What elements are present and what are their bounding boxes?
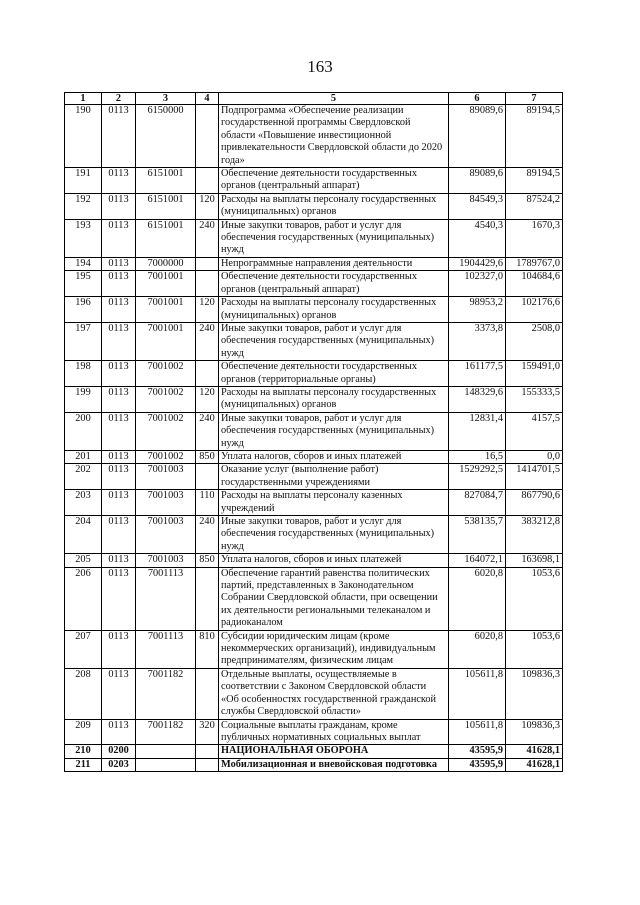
table-row	[65, 361, 563, 387]
amount-col7-cell: 89194,5	[506, 105, 563, 168]
row-number-cell: 208	[65, 668, 102, 719]
target-code-cell: 6151001	[136, 168, 196, 194]
section-code-cell: 0113	[102, 668, 136, 719]
expense-kind-cell: 850	[196, 554, 219, 567]
section-code-cell: 0200	[102, 745, 136, 758]
amount-col7-cell: 4157,5	[506, 412, 563, 450]
amount-col7-cell: 89194,5	[506, 168, 563, 194]
target-code-cell: 7001003	[136, 490, 196, 516]
amount-col6-cell: 84549,3	[449, 193, 506, 219]
target-code-cell: 7001001	[136, 271, 196, 297]
item-name-cell: Расходы на выплаты персоналу государственных (муниципальных) органов	[219, 297, 449, 323]
header-col-5: 5	[219, 93, 449, 105]
expense-kind-cell: 240	[196, 516, 219, 554]
section-code-cell: 0113	[102, 719, 136, 745]
section-code-cell: 0113	[102, 554, 136, 567]
section-code-cell: 0113	[102, 297, 136, 323]
amount-col7-cell: 109836,3	[506, 668, 563, 719]
amount-col7-cell: 41628,1	[506, 758, 563, 771]
amount-col7-cell: 1053,6	[506, 567, 563, 630]
header-col-1: 1	[65, 93, 102, 105]
row-number-cell: 197	[65, 322, 102, 360]
amount-col7-cell: 1053,6	[506, 630, 563, 668]
item-name-cell: Мобилизационная и вневойсковая подготовка	[219, 758, 449, 771]
section-code-cell: 0113	[102, 105, 136, 168]
target-code-cell: 7000000	[136, 257, 196, 270]
amount-col7-cell: 155333,5	[506, 386, 563, 412]
row-number-cell: 198	[65, 361, 102, 387]
item-name-cell: Иные закупки товаров, работ и услуг для обеспечения государственных (муниципальных) нужд	[219, 322, 449, 360]
table-row	[65, 322, 563, 360]
amount-col7-cell: 104684,6	[506, 271, 563, 297]
item-name-cell: Отдельные выплаты, осуществляемые в соответствии с Законом Свердловской области «Об особенностях государственной гражданской службы Свердловской области»	[219, 668, 449, 719]
item-name-cell: Обеспечение деятельности государственных органов (центральный аппарат)	[219, 271, 449, 297]
section-code-cell: 0113	[102, 257, 136, 270]
section-code-cell: 0113	[102, 386, 136, 412]
amount-col7-cell: 109836,3	[506, 719, 563, 745]
header-col-6: 6	[449, 93, 506, 105]
row-number-cell: 200	[65, 412, 102, 450]
table-row	[65, 257, 563, 270]
amount-col6-cell: 827084,7	[449, 490, 506, 516]
budget-table	[64, 92, 563, 772]
row-number-cell: 206	[65, 567, 102, 630]
table-row	[65, 464, 563, 490]
amount-col7-cell: 1670,3	[506, 219, 563, 257]
expense-kind-cell: 110	[196, 490, 219, 516]
target-code-cell: 7001003	[136, 464, 196, 490]
amount-col6-cell: 43595,9	[449, 758, 506, 771]
row-number-cell: 192	[65, 193, 102, 219]
row-number-cell: 202	[65, 464, 102, 490]
table-row	[65, 297, 563, 323]
item-name-cell: Подпрограмма «Обеспечение реализации государственной программы Свердловской области «Повышение инвестиционной привлекательности Свердловской области до 2020 года»	[219, 105, 449, 168]
table-row	[65, 567, 563, 630]
target-code-cell: 6151001	[136, 193, 196, 219]
target-code-cell: 6151001	[136, 219, 196, 257]
section-code-cell: 0113	[102, 450, 136, 463]
row-number-cell: 190	[65, 105, 102, 168]
target-code-cell: 7001002	[136, 450, 196, 463]
table-row	[65, 516, 563, 554]
item-name-cell: Иные закупки товаров, работ и услуг для обеспечения государственных (муниципальных) нужд	[219, 219, 449, 257]
header-col-4: 4	[196, 93, 219, 105]
amount-col6-cell: 538135,7	[449, 516, 506, 554]
row-number-cell: 204	[65, 516, 102, 554]
target-code-cell	[136, 758, 196, 771]
amount-col7-cell: 159491,0	[506, 361, 563, 387]
amount-col6-cell: 1529292,5	[449, 464, 506, 490]
section-code-cell: 0113	[102, 412, 136, 450]
row-number-cell: 207	[65, 630, 102, 668]
expense-kind-cell	[196, 567, 219, 630]
item-name-cell: Непрограммные направления деятельности	[219, 257, 449, 270]
row-number-cell: 211	[65, 758, 102, 771]
amount-col7-cell: 0,0	[506, 450, 563, 463]
item-name-cell: Обеспечение деятельности государственных органов (центральный аппарат)	[219, 168, 449, 194]
expense-kind-cell: 120	[196, 297, 219, 323]
table-row	[65, 745, 563, 758]
section-code-cell: 0113	[102, 168, 136, 194]
table-row	[65, 193, 563, 219]
row-number-cell: 195	[65, 271, 102, 297]
expense-kind-cell: 120	[196, 386, 219, 412]
item-name-cell: Расходы на выплаты персоналу казенных учреждений	[219, 490, 449, 516]
item-name-cell: Иные закупки товаров, работ и услуг для обеспечения государственных (муниципальных) нужд	[219, 516, 449, 554]
table-body	[65, 105, 563, 772]
target-code-cell: 7001001	[136, 322, 196, 360]
expense-kind-cell	[196, 668, 219, 719]
amount-col7-cell: 2508,0	[506, 322, 563, 360]
expense-kind-cell	[196, 361, 219, 387]
item-name-cell: Уплата налогов, сборов и иных платежей	[219, 450, 449, 463]
section-code-cell: 0113	[102, 322, 136, 360]
section-code-cell: 0113	[102, 567, 136, 630]
amount-col6-cell: 89089,6	[449, 168, 506, 194]
row-number-cell: 209	[65, 719, 102, 745]
page-number: 163	[307, 57, 333, 76]
expense-kind-cell: 240	[196, 412, 219, 450]
amount-col6-cell: 1904429,6	[449, 257, 506, 270]
header-row	[65, 93, 563, 105]
table-row	[65, 719, 563, 745]
expense-kind-cell	[196, 271, 219, 297]
amount-col6-cell: 16,5	[449, 450, 506, 463]
section-code-cell: 0113	[102, 271, 136, 297]
row-number-cell: 201	[65, 450, 102, 463]
section-code-cell: 0113	[102, 464, 136, 490]
section-code-cell: 0113	[102, 193, 136, 219]
header-col-2: 2	[102, 93, 136, 105]
section-code-cell: 0203	[102, 758, 136, 771]
expense-kind-cell: 240	[196, 219, 219, 257]
amount-col6-cell: 148329,6	[449, 386, 506, 412]
target-code-cell: 7001113	[136, 567, 196, 630]
amount-col7-cell: 87524,2	[506, 193, 563, 219]
row-number-cell: 199	[65, 386, 102, 412]
amount-col6-cell: 164072,1	[449, 554, 506, 567]
expense-kind-cell: 810	[196, 630, 219, 668]
expense-kind-cell	[196, 758, 219, 771]
item-name-cell: Расходы на выплаты персоналу государственных (муниципальных) органов	[219, 386, 449, 412]
item-name-cell: Субсидии юридическим лицам (кроме некоммерческих организаций), индивидуальным предпринимателям, физическим лицам	[219, 630, 449, 668]
expense-kind-cell	[196, 105, 219, 168]
amount-col7-cell: 867790,6	[506, 490, 563, 516]
row-number-cell: 193	[65, 219, 102, 257]
amount-col6-cell: 161177,5	[449, 361, 506, 387]
item-name-cell: Иные закупки товаров, работ и услуг для обеспечения государственных (муниципальных) нужд	[219, 412, 449, 450]
item-name-cell: Уплата налогов, сборов и иных платежей	[219, 554, 449, 567]
item-name-cell: НАЦИОНАЛЬНАЯ ОБОРОНА	[219, 745, 449, 758]
expense-kind-cell: 850	[196, 450, 219, 463]
table-row	[65, 758, 563, 771]
section-code-cell: 0113	[102, 630, 136, 668]
amount-col7-cell: 102176,6	[506, 297, 563, 323]
expense-kind-cell	[196, 745, 219, 758]
expense-kind-cell	[196, 257, 219, 270]
table-row	[65, 271, 563, 297]
amount-col6-cell: 102327,0	[449, 271, 506, 297]
amount-col6-cell: 6020,8	[449, 567, 506, 630]
amount-col7-cell: 383212,8	[506, 516, 563, 554]
target-code-cell: 7001182	[136, 668, 196, 719]
amount-col6-cell: 12831,4	[449, 412, 506, 450]
section-code-cell: 0113	[102, 490, 136, 516]
target-code-cell: 7001002	[136, 361, 196, 387]
target-code-cell: 7001002	[136, 386, 196, 412]
expense-kind-cell: 240	[196, 322, 219, 360]
target-code-cell: 7001003	[136, 554, 196, 567]
target-code-cell: 7001001	[136, 297, 196, 323]
table-row	[65, 630, 563, 668]
item-name-cell: Обеспечение деятельности государственных органов (территориальные органы)	[219, 361, 449, 387]
row-number-cell: 196	[65, 297, 102, 323]
expense-kind-cell: 120	[196, 193, 219, 219]
expense-kind-cell: 320	[196, 719, 219, 745]
section-code-cell: 0113	[102, 516, 136, 554]
amount-col6-cell: 43595,9	[449, 745, 506, 758]
table-row	[65, 412, 563, 450]
target-code-cell: 7001002	[136, 412, 196, 450]
header-col-7: 7	[506, 93, 563, 105]
amount-col6-cell: 4540,3	[449, 219, 506, 257]
table-row	[65, 105, 563, 168]
row-number-cell: 205	[65, 554, 102, 567]
amount-col7-cell: 1789767,0	[506, 257, 563, 270]
amount-col7-cell: 41628,1	[506, 745, 563, 758]
row-number-cell: 203	[65, 490, 102, 516]
amount-col6-cell: 6020,8	[449, 630, 506, 668]
table-row	[65, 490, 563, 516]
header-col-3: 3	[136, 93, 196, 105]
target-code-cell: 7001182	[136, 719, 196, 745]
table-row	[65, 450, 563, 463]
target-code-cell: 6150000	[136, 105, 196, 168]
item-name-cell: Расходы на выплаты персоналу государственных (муниципальных) органов	[219, 193, 449, 219]
table-row	[65, 168, 563, 194]
item-name-cell: Социальные выплаты гражданам, кроме публичных нормативных социальных выплат	[219, 719, 449, 745]
amount-col6-cell: 105611,8	[449, 719, 506, 745]
target-code-cell: 7001113	[136, 630, 196, 668]
table-row	[65, 668, 563, 719]
section-code-cell: 0113	[102, 219, 136, 257]
row-number-cell: 194	[65, 257, 102, 270]
expense-kind-cell	[196, 168, 219, 194]
table-row	[65, 554, 563, 567]
amount-col7-cell: 163698,1	[506, 554, 563, 567]
amount-col6-cell: 98953,2	[449, 297, 506, 323]
target-code-cell	[136, 745, 196, 758]
item-name-cell: Обеспечение гарантий равенства политических партий, представленных в Законодательном Собрании Свердловской области, при освещении их деятельности региональными телеканалом и радиоканалом	[219, 567, 449, 630]
row-number-cell: 210	[65, 745, 102, 758]
amount-col6-cell: 105611,8	[449, 668, 506, 719]
amount-col6-cell: 3373,8	[449, 322, 506, 360]
item-name-cell: Оказание услуг (выполнение работ) государственными учреждениями	[219, 464, 449, 490]
row-number-cell: 191	[65, 168, 102, 194]
table-row	[65, 386, 563, 412]
table-row	[65, 219, 563, 257]
target-code-cell: 7001003	[136, 516, 196, 554]
section-code-cell: 0113	[102, 361, 136, 387]
expense-kind-cell	[196, 464, 219, 490]
table-header	[65, 93, 563, 105]
amount-col7-cell: 1414701,5	[506, 464, 563, 490]
amount-col6-cell: 89089,6	[449, 105, 506, 168]
